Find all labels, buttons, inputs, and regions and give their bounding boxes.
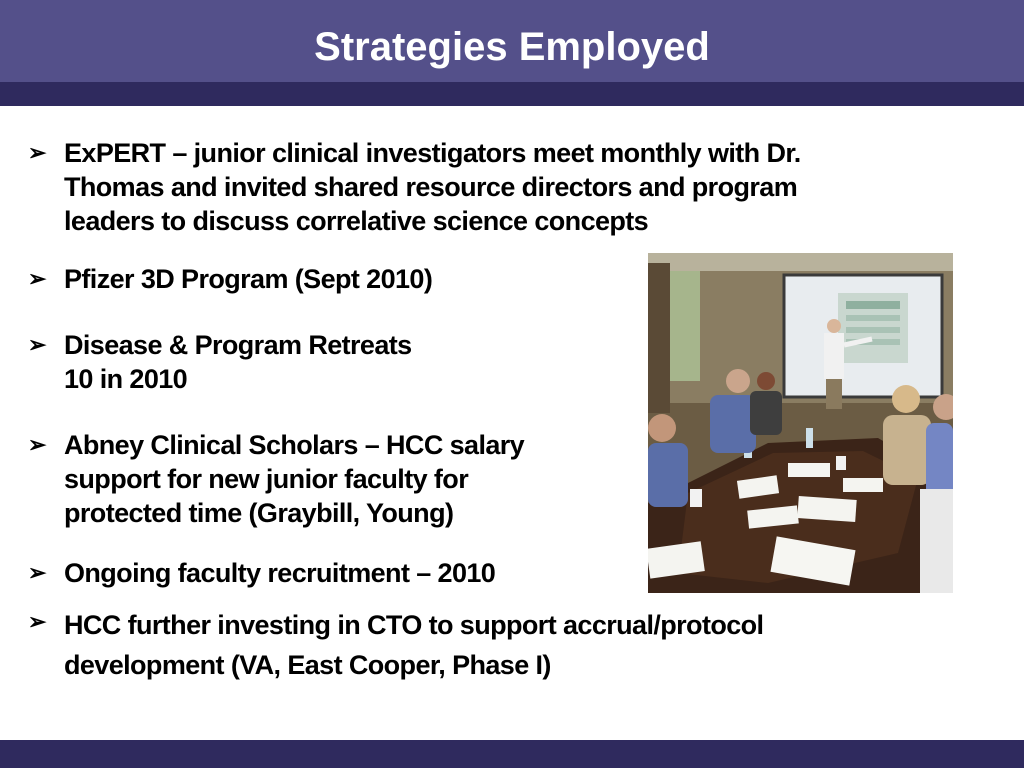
bullet-line: Abney Clinical Scholars – HCC salary [64, 430, 525, 460]
arrow-bullet-icon: ➢ [28, 432, 47, 457]
arrow-bullet-icon: ➢ [28, 266, 47, 291]
slide-title: Strategies Employed [314, 25, 710, 69]
bullet-line: HCC further investing in CTO to support accrual/protocol [64, 610, 764, 640]
footer-bar [0, 740, 1024, 768]
bullet-line: 10 in 2010 [64, 364, 188, 394]
meeting-scene-illustration [648, 253, 953, 593]
bullet-line: leaders to discuss correlative science concepts [64, 206, 649, 236]
bullet-abney [28, 428, 524, 530]
bullet-line: Pfizer 3D Program (Sept 2010) [64, 264, 433, 294]
bullet-line: protected time (Graybill, Young) [64, 498, 454, 528]
bullet-retreats [28, 328, 412, 396]
arrow-bullet-icon: ➢ [28, 609, 47, 634]
bullet-pfizer [28, 262, 432, 296]
bullet-line: Ongoing faculty recruitment – 2010 [64, 558, 496, 588]
arrow-bullet-icon: ➢ [28, 332, 47, 357]
bullet-line: ExPERT – junior clinical investigators meet monthly with Dr. [64, 138, 801, 168]
meeting-photo [648, 253, 953, 593]
bullet-recruitment [28, 556, 495, 590]
bullet-line: support for new junior faculty for [64, 464, 469, 494]
arrow-bullet-icon: ➢ [28, 140, 47, 165]
bullet-line: Thomas and invited shared resource directors and program [64, 172, 798, 202]
arrow-bullet-icon: ➢ [28, 560, 47, 585]
bullet-hcc-cto [28, 605, 763, 685]
bullet-expert [28, 136, 801, 238]
bullet-line: development (VA, East Cooper, Phase I) [64, 650, 551, 680]
title-band [0, 82, 1024, 106]
bullet-line: Disease & Program Retreats [64, 330, 412, 360]
